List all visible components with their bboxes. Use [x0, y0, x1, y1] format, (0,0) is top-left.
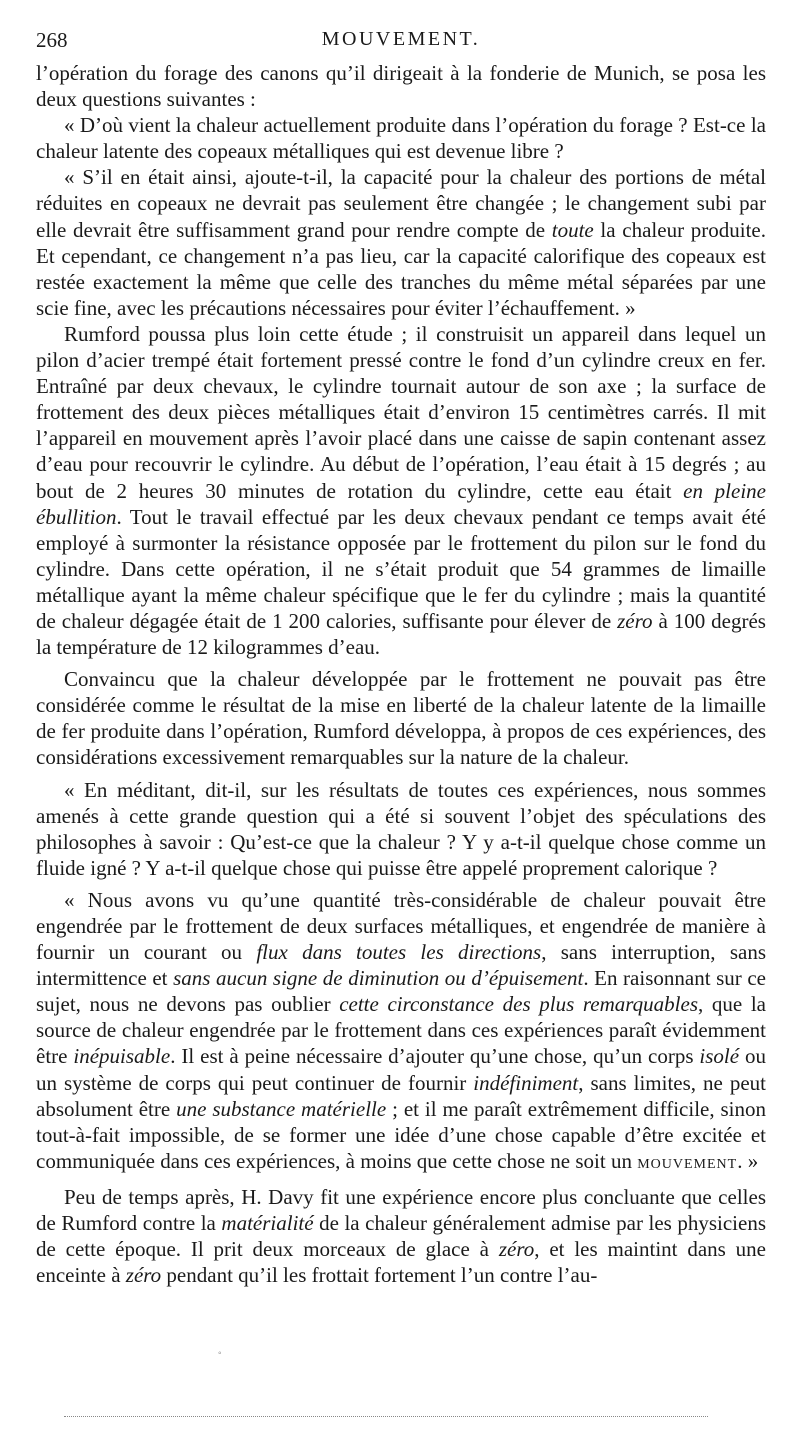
paragraph [36, 164, 766, 321]
text-span: Peu de temps après, H. Davy fit une expérience encore plus concluante que celles de Rumford contre la [36, 1184, 766, 1236]
paragraph [36, 321, 766, 660]
italic-span: toute [551, 217, 594, 242]
text-span: Convaincu que la chaleur développée par le frottement ne pouvait pas être considérée comme le résultat de la mise en liberté de la chaleur latente de la limaille de fer produite dans l’opération, Rumford développa, à propos de ces expériences, des considérations excessivement remarquables sur la nature de la chaleur. [36, 667, 766, 770]
italic-span: une substance matérielle [176, 1096, 387, 1121]
italic-span: sans aucun signe de diminution ou d’épuisement [173, 966, 584, 991]
paragraph [36, 777, 766, 881]
text-span: , sans limites, ne peut absolument être [36, 1070, 766, 1121]
text-span: « Nous avons vu qu’une quantité très-considérable de chaleur pouvait être engendrée par le frottement de deux surfaces métalliques, et engendrée de manière à fournir un courant ou [36, 887, 766, 965]
small-caps-span: MOUVEMENT [637, 1156, 738, 1172]
page-header [36, 26, 766, 60]
running-title: MOUVEMENT. [321, 28, 481, 50]
paragraph [36, 60, 766, 112]
paragraph [36, 112, 766, 164]
text-span: « D’où vient la chaleur actuellement produite dans l’opération du forage ? Est-ce la chaleur latente des copeaux métalliques qui est devenue libre ? [36, 113, 766, 164]
italic-span: flux dans toutes les directions [256, 940, 542, 965]
stray-mark: ◦ [218, 1348, 222, 1359]
text-span: . Tout le travail effectué par les deux chevaux pendant ce temps avait été employé à surmonter la résistance opposée par le frottement du pilon sur le fond du cylindre. Dans cette opération, il ne s’était produit que 54 grammes de limaille métallique ayant la même chaleur spécifique que le fer du cylindre ; mais la quantité de chaleur dégagée était de 1 200 calories, suffisante pour élever de [36, 504, 766, 633]
text-span: Rumford poussa plus loin cette étude ; il construisit un appareil dans lequel un pilon d’acier trempé était fortement pressé contre le fond d’un cylindre creux en fer. Entraîné par deux chevaux, le cylindre tournait autour de son axe ; la surface de frottement des deux pièces métalliques était d’environ 15 centimètres carrés. Il mit l’appareil en mouvement après l’avoir placé dans une caisse de sapin contenant assez d’eau pour recouvrir le cylindre. Au début de l’opération, l’eau était à 15 degrés ; au bout de 2 heures 30 minutes de rotation du cylindre, cette eau était [36, 321, 766, 503]
text-span: . Il est à peine nécessaire d’ajouter qu’une chose, qu’un corps [170, 1044, 700, 1069]
text-span: . » [737, 1148, 759, 1173]
text-span: , sans interruption, sans intermittence et [36, 940, 766, 991]
italic-span: en pleine ébullition [36, 478, 766, 529]
text-span: ou un système de corps qui peut continuer de fournir [36, 1044, 766, 1095]
paragraph [36, 1184, 766, 1288]
text-span: l’opération du forage des canons qu’il dirigeait à la fonderie de Munich, se posa les deux questions suivantes : [36, 61, 766, 112]
text-span: la chaleur produite. Et cependant, ce changement n’a pas lieu, car la capacité calorifique des copeaux est restée exactement la même que celle des tranches du même métal séparées par une scie fine, avec les précautions nécessaires pour éviter l’échauffement. » [36, 217, 766, 320]
page-number: 268 [36, 28, 68, 52]
paragraph [36, 666, 766, 770]
italic-span: inépuisable [73, 1044, 171, 1069]
italic-span: zéro [125, 1263, 162, 1288]
text-span: ; et il me paraît extrêmement difficile, sinon tout-à-fait impossible, de se former une idée d’une chose capable d’être excitée et communiquée dans ces expériences, à moins que cette chose ne soit un [36, 1096, 767, 1173]
text-span: à 100 degrés la température de 12 kilogrammes d’eau. [36, 608, 766, 660]
italic-span: zéro [617, 608, 653, 633]
text-span: de la chaleur généralement admise par les physiciens de cette époque. Il prit deux morceaux de glace à [36, 1211, 766, 1262]
text-span: pendant qu’il les frottait fortement l’un contre l’au- [161, 1263, 598, 1288]
italic-span: zéro [498, 1237, 535, 1262]
text-span: . En raisonnant sur ce sujet, nous ne devons pas oublier [36, 966, 766, 1017]
text-span: « En méditant, dit-il, sur les résultats de toutes ces expériences, nous sommes amenés à cette grande question qui a été si souvent l’objet des spéculations des philosophes à savoir : Qu’est-ce que la chaleur ? Y y a-t-il quelque chose comme un fluide igné ? Y a-t-il quelque chose qui puisse être appelé proprement calorique ? [36, 777, 766, 880]
book-page [36, 26, 766, 1288]
text-span: , que la source de chaleur engendrée par le frottement dans ces expériences paraît évidemment être [36, 992, 766, 1069]
italic-span: cette circonstance des plus remarquables [339, 992, 698, 1017]
page-body [36, 60, 766, 1288]
text-span: « S’il en était ainsi, ajoute-t-il, la capacité pour la chaleur des portions de métal réduites en copeaux ne devrait pas seulement être changée ; le changement subi par elle devrait être suffisamment grand pour rendre compte de [36, 165, 766, 242]
italic-span: matérialité [221, 1211, 314, 1236]
italic-span: isolé [699, 1044, 740, 1069]
italic-span: indéfiniment [473, 1070, 579, 1095]
text-span: , et les maintint dans une enceinte à [36, 1237, 766, 1288]
scan-footer-dots [64, 1416, 708, 1417]
paragraph [36, 887, 766, 1178]
